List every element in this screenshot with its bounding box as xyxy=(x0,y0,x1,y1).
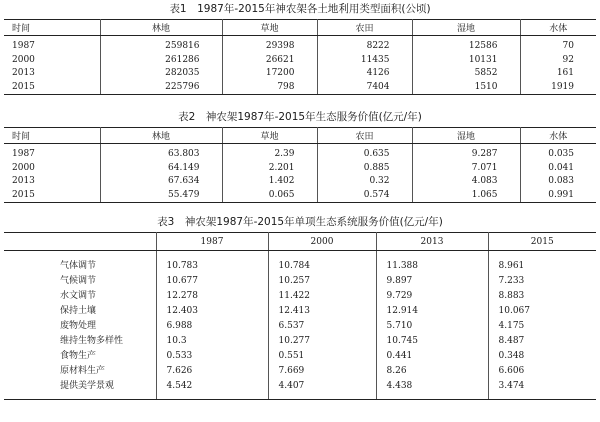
table3-cell: 4.542 xyxy=(156,379,268,394)
table2-cell: 7.071 xyxy=(412,162,520,176)
table1-cell: 7404 xyxy=(317,81,412,95)
table2-cell: 0.32 xyxy=(317,175,412,189)
table1-header-water: 水体 xyxy=(520,20,596,36)
table-row xyxy=(4,379,596,394)
table3-cell: 0.533 xyxy=(156,349,268,364)
table3-cell: 8.961 xyxy=(498,261,525,271)
table3-cell: 12.278 xyxy=(156,289,268,304)
table3-cell: 8.883 xyxy=(498,291,525,301)
table2-cell: 0.574 xyxy=(317,189,412,203)
table3-cell: 8.26 xyxy=(376,364,488,379)
table3-spacer-row xyxy=(4,251,596,260)
table1-cell: 70 xyxy=(562,41,574,51)
table2-header-water: 水体 xyxy=(520,128,596,144)
table2-caption: 表2 神农架1987年-2015年生态服务价值(亿元/年) xyxy=(178,111,422,123)
table-row xyxy=(4,81,596,95)
table3-cell: 7.626 xyxy=(156,364,268,379)
table1-cell: 161 xyxy=(556,68,574,78)
table2-header-forest: 林地 xyxy=(100,128,222,144)
table-row xyxy=(4,175,596,189)
table3-caption: 表3 神农架1987年-2015年单项生态系统服务价值(亿元/年) xyxy=(157,216,443,228)
table2-header-row xyxy=(4,128,596,144)
table3-cell: 4.175 xyxy=(498,321,525,331)
table1-cell: 1510 xyxy=(412,81,520,95)
table2-cell: 64.149 xyxy=(100,162,222,176)
table3-cell: 10.677 xyxy=(156,274,268,289)
table1-header-farmland: 农田 xyxy=(317,20,412,36)
table-row xyxy=(4,259,596,274)
table2-cell: 0.635 xyxy=(317,148,412,162)
table2-cell: 9.287 xyxy=(412,148,520,162)
table3-cell: 6.988 xyxy=(156,319,268,334)
table1-cell: 282035 xyxy=(100,67,222,81)
table2-cell: 2000 xyxy=(4,162,100,176)
table-row xyxy=(4,364,596,379)
table3-single-service-value xyxy=(4,232,596,400)
table2-cell: 67.634 xyxy=(100,175,222,189)
table1-cell: 5852 xyxy=(412,67,520,81)
table1-cell: 2013 xyxy=(4,67,100,81)
table2-header-farmland: 农田 xyxy=(317,128,412,144)
table3-cell: 0.441 xyxy=(376,349,488,364)
table3-header-2015: 2015 xyxy=(488,233,596,251)
table2-cell: 2.39 xyxy=(222,148,317,162)
table3-cell: 3.474 xyxy=(498,381,525,391)
table1-cell: 259816 xyxy=(100,40,222,54)
table3-cell: 12.914 xyxy=(376,304,488,319)
table2-cell: 0.041 xyxy=(548,162,574,173)
table2-cell: 0.083 xyxy=(548,176,574,186)
table-row xyxy=(4,319,596,334)
table-row xyxy=(4,162,596,176)
table3-cell: 11.422 xyxy=(268,289,376,304)
table3-cell: 7.669 xyxy=(268,364,376,379)
table2-cell: 0.885 xyxy=(317,162,412,176)
table3-row-label: 维持生物多样性 xyxy=(4,334,156,349)
table1-cell: 1987 xyxy=(4,40,100,54)
table-row xyxy=(4,349,596,364)
table3-cell: 11.388 xyxy=(376,259,488,274)
table3-cell: 9.729 xyxy=(376,289,488,304)
table3-header-blank xyxy=(4,233,156,251)
table-row xyxy=(4,289,596,304)
table1-cell: 261286 xyxy=(100,54,222,68)
table-row xyxy=(4,67,596,81)
table3-row-label: 原材料生产 xyxy=(4,364,156,379)
table2-cell: 1.065 xyxy=(412,189,520,203)
table1-cell: 26621 xyxy=(222,54,317,68)
table2-cell: 4.083 xyxy=(412,175,520,189)
table3-cell: 0.551 xyxy=(268,349,376,364)
table1-cell: 8222 xyxy=(317,40,412,54)
table2-header-grassland: 草地 xyxy=(222,128,317,144)
table3-cell: 10.277 xyxy=(268,334,376,349)
table3-cell: 10.067 xyxy=(498,306,530,316)
table3-cell: 7.233 xyxy=(498,276,525,286)
table1-cell: 4126 xyxy=(317,67,412,81)
table1-header-forest: 林地 xyxy=(100,20,222,36)
table1-cell: 29398 xyxy=(222,40,317,54)
table1-cell: 2015 xyxy=(4,81,100,95)
table3-header-2013: 2013 xyxy=(376,233,488,251)
table3-cell: 6.606 xyxy=(498,366,525,376)
table3-header-2000: 2000 xyxy=(268,233,376,251)
table3-cell: 10.257 xyxy=(268,274,376,289)
table1-header-grassland: 草地 xyxy=(222,20,317,36)
table1-header-time: 时间 xyxy=(4,20,100,36)
table3-cell: 10.783 xyxy=(156,259,268,274)
table3-row-label: 气体调节 xyxy=(4,259,156,274)
table2-cell: 55.479 xyxy=(100,189,222,203)
table2-cell: 2015 xyxy=(4,189,100,203)
table1-header-wetland: 湿地 xyxy=(412,20,520,36)
table3-cell: 0.348 xyxy=(498,351,525,361)
table1-cell: 11435 xyxy=(317,54,412,68)
table1-cell: 17200 xyxy=(222,67,317,81)
table-row xyxy=(4,148,596,162)
table3-cell: 10.3 xyxy=(156,334,268,349)
table2-cell: 1.402 xyxy=(222,175,317,189)
table1-cell: 225796 xyxy=(100,81,222,95)
table2-service-value xyxy=(4,127,596,203)
table2-cell: 63.803 xyxy=(100,148,222,162)
table3-cell: 5.710 xyxy=(376,319,488,334)
table3-cell: 4.438 xyxy=(376,379,488,394)
table3-row-label: 提供美学景观 xyxy=(4,379,156,394)
table3-row-label: 气候调节 xyxy=(4,274,156,289)
table1-land-area xyxy=(4,19,596,95)
table1-cell: 92 xyxy=(562,54,574,65)
table3-header-row xyxy=(4,233,596,251)
table1-caption: 表1 1987年-2015年神农架各土地利用类型面积(公顷) xyxy=(169,3,431,15)
table2-header-wetland: 湿地 xyxy=(412,128,520,144)
table1-cell: 12586 xyxy=(412,40,520,54)
table3-cell: 10.745 xyxy=(376,334,488,349)
table-row xyxy=(4,334,596,349)
table-row xyxy=(4,304,596,319)
table2-cell: 0.065 xyxy=(222,189,317,203)
table-row xyxy=(4,189,596,203)
table3-row-label: 废物处理 xyxy=(4,319,156,334)
table3-row-label: 食物生产 xyxy=(4,349,156,364)
table-row xyxy=(4,40,596,54)
table3-cell: 10.784 xyxy=(268,259,376,274)
table2-cell: 2013 xyxy=(4,175,100,189)
table2-cell: 2.201 xyxy=(222,162,317,176)
table3-cell: 12.413 xyxy=(268,304,376,319)
table3-cell: 8.487 xyxy=(498,336,525,346)
table1-header-row xyxy=(4,20,596,36)
table1-cell: 2000 xyxy=(4,54,100,68)
table2-cell: 1987 xyxy=(4,148,100,162)
table-row xyxy=(4,54,596,68)
table3-row-label: 水文调节 xyxy=(4,289,156,304)
table-row xyxy=(4,274,596,289)
table1-cell: 10131 xyxy=(412,54,520,68)
table1-cell: 1919 xyxy=(520,81,596,95)
table2-header-time: 时间 xyxy=(4,128,100,144)
table2-cell: 0.035 xyxy=(548,149,574,159)
table3-row-label: 保持土壤 xyxy=(4,304,156,319)
table3-cell: 9.897 xyxy=(376,274,488,289)
table3-cell: 6.537 xyxy=(268,319,376,334)
table2-cell: 0.991 xyxy=(520,189,596,203)
table3-header-1987: 1987 xyxy=(156,233,268,251)
table3-cell: 12.403 xyxy=(156,304,268,319)
table3-cell: 4.407 xyxy=(268,379,376,394)
table1-cell: 798 xyxy=(222,81,317,95)
table3-bottom-spacer xyxy=(4,394,596,400)
